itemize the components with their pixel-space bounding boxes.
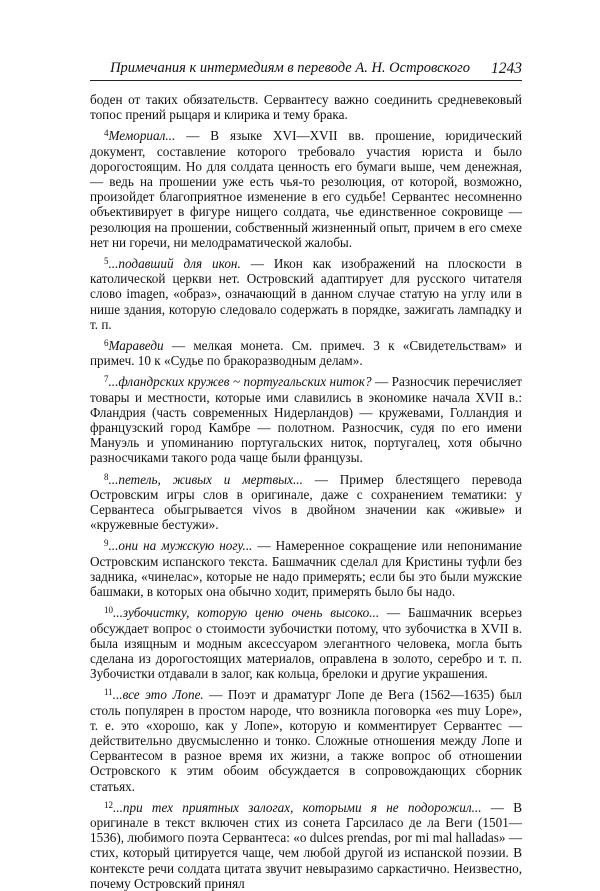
note-text: — Разносчик перечисляет товары и местности, которые ими славились в экономике начала XVII в.: Фландрия (часть современных Нидерландов) — кружевами, Голландия и французский город Камбре — полотном. Разносчик, судя по его имени Мануэль и упоминанию португальских ниток, португалец, хотя обычно разносчиками такого рода чаще были французы. bbox=[90, 374, 522, 466]
continuation-paragraph: боден от таких обязательств. Сервантесу важно соединить средневековый топос прений рыцаря и клирика и тему брака. bbox=[90, 92, 522, 123]
note-9 bbox=[90, 536, 522, 599]
note-lemma: ...петель, живых и мертвых... bbox=[108, 471, 303, 487]
note-6 bbox=[90, 336, 522, 368]
note-text: — В языке XVI—XVII вв. прошение, юридический документ, составление которого требовало участия юриста и было дорогостоящим. Но для солдата ценность его бумаги выше, чем денежная, — ведь на прошении уже есть чья-то резолюция, от которой, возможно, произойдет благоприятное изменение в его судьбе! Сервантес несомненно объективирует в фигуре нищего солдата, чье единственное сокровище — резолюция на прошении, собственный жизненный опыт, причем в его смехе нет ни горечи, ни мелодраматической жалобы. bbox=[90, 128, 522, 250]
notes-body bbox=[90, 92, 522, 891]
note-text: — Башмачник всерьез обсуждает вопрос о стоимости зубочистки потому, что зубочистка в XVII в. была изящным и модным аксессуаром элегантного человека, могла быть сделана из дорогостоящих материалов, оправлена в золото, серебро и т. п. Зубочистки отдавали в залог, как кольца, брелоки и другие украшения. bbox=[90, 605, 522, 682]
note-5 bbox=[90, 254, 522, 332]
note-10 bbox=[90, 603, 522, 681]
note-number: 11 bbox=[104, 687, 113, 698]
note-11 bbox=[90, 685, 522, 793]
page-number: 1243 bbox=[491, 60, 522, 77]
running-title: Примечания к интермедиям в переводе А. Н. Островского bbox=[110, 60, 470, 76]
note-12 bbox=[90, 798, 522, 891]
note-lemma: Мараведи bbox=[108, 338, 164, 354]
note-number: 5 bbox=[104, 256, 109, 267]
note-lemma: ...они на мужскую ногу... bbox=[108, 538, 253, 554]
note-number: 9 bbox=[104, 538, 109, 549]
running-header bbox=[90, 60, 522, 80]
note-number: 7 bbox=[104, 374, 109, 385]
note-text: — мелкая монета. См. примеч. 3 к «Свидетельствам» и примеч. 10 к «Судье по бракоразводным делам». bbox=[90, 338, 522, 369]
note-text: — Поэт и драматург Лопе де Вега (1562—1635) был столь популярен в простом народе, что возникла поговорка «es muy Lope», т. е. это «хорошо, как у Лопе», которую и комментирует Сервантес — действительно двусмысленно и тонко. Сложные отношения между Лопе и Сервантесом в разное время их жизни, а также вопрос об отношении Островского к этим обоим обсуждается в сопровождающих сборник статьях. bbox=[90, 687, 522, 794]
note-lemma: ...зубочистку, которую ценю очень высоко... bbox=[113, 605, 380, 621]
note-lemma: Мемориал... bbox=[108, 128, 176, 144]
note-text: — Пример блестящего перевода Островским игры слов в оригинале, даже с сохранением тематики: у Сервантеса обыгрывается vivos в двойном значении как «живые» и «кружевные бестужи». bbox=[90, 471, 522, 533]
note-number: 12 bbox=[104, 799, 113, 810]
note-8 bbox=[90, 470, 522, 533]
note-lemma: ...фландрских кружев ~ португальских ниток? bbox=[108, 374, 372, 390]
header-rule bbox=[90, 80, 522, 81]
note-7 bbox=[90, 372, 522, 465]
note-lemma: ...подавший для икон. bbox=[108, 256, 241, 272]
note-4 bbox=[90, 126, 522, 250]
note-text: — Намеренное сокращение или непонимание Островским испанского текста. Башмачник сделал для Кристины туфли без задника, «чинелас», которые не надо примерять; если бы это были мужские башмаки, в которых она обычно ходит, примерять было бы надо. bbox=[90, 538, 522, 600]
note-lemma: ...все это Лопе. bbox=[112, 687, 204, 703]
note-lemma: ...при тех приятных залогах, которыми я не подорожил... bbox=[113, 799, 482, 815]
note-text: — В оригинале в текст включен стих из сонета Гарсиласо де ла Веги (1501—1536), любимого поэта Сервантеса: «o dulces prendas, por mi mal halladas» — стих, который цитируется чаще, чем любой другой из испанской поэзии. В контексте речи солдата цитата звучит невыразимо саркастично. Неизвестно, почему Островский принял bbox=[90, 799, 522, 891]
note-number: 10 bbox=[104, 605, 113, 616]
note-number: 4 bbox=[104, 128, 109, 139]
note-number: 8 bbox=[104, 471, 109, 482]
note-text: — Икон как изображений на плоскости в католической церкви нет. Островский адаптирует для русского читателя слово imagen, «образ», означающий в данном случае статую на углу или в нише здания, которую следовало содержать в порядке, зажигать лампадку и т. п. bbox=[90, 256, 522, 332]
note-number: 6 bbox=[104, 338, 109, 349]
